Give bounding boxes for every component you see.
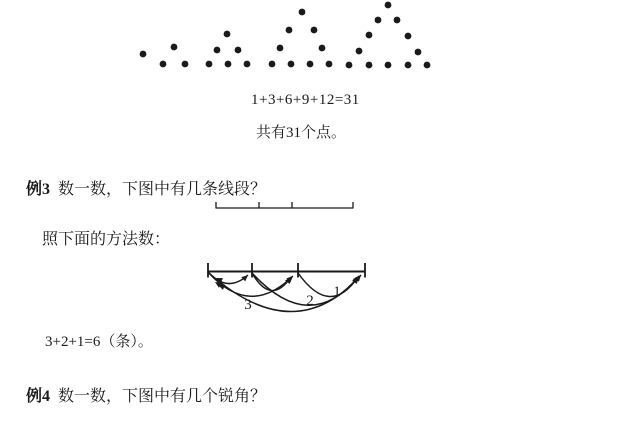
example4-question: 数一数，下图中有几个锐角？ bbox=[58, 388, 267, 405]
dot bbox=[182, 61, 189, 68]
dot bbox=[326, 61, 333, 68]
dots-sum-equation: 1+3+6+9+12=31 bbox=[251, 92, 360, 108]
dot bbox=[225, 61, 232, 68]
example3-question: 数一数，下图中有几条线段？ bbox=[58, 181, 267, 198]
arc-count-label: 1 bbox=[333, 284, 341, 300]
dot bbox=[160, 61, 167, 68]
dot bbox=[356, 48, 363, 55]
arc-count-label: 2 bbox=[306, 293, 314, 309]
dot bbox=[171, 44, 178, 51]
dot bbox=[286, 27, 293, 34]
dot bbox=[394, 17, 401, 24]
dot bbox=[307, 61, 314, 68]
arc-counting-figure bbox=[208, 263, 365, 313]
dot bbox=[385, 2, 392, 9]
example4-line bbox=[10, 370, 266, 424]
dot bbox=[385, 62, 392, 69]
dot bbox=[311, 27, 318, 34]
dots-figure bbox=[140, 2, 431, 69]
dot bbox=[288, 61, 295, 68]
example3-label: 例3 bbox=[26, 181, 51, 198]
dot bbox=[405, 33, 412, 40]
arrowhead-icon bbox=[241, 275, 248, 281]
dot bbox=[140, 51, 147, 58]
dot bbox=[375, 17, 382, 24]
dot bbox=[319, 45, 326, 52]
dot bbox=[366, 32, 373, 39]
segment-count-equation: 3+2+1=6（条）。 bbox=[45, 334, 153, 350]
dot bbox=[224, 31, 231, 38]
counting-arc bbox=[209, 273, 293, 296]
dot bbox=[235, 47, 242, 54]
dot bbox=[277, 45, 284, 52]
dot bbox=[346, 62, 353, 69]
dot bbox=[366, 62, 373, 69]
method-caption: 照下面的方法数： bbox=[42, 231, 171, 248]
dot bbox=[214, 47, 221, 54]
dots-total-caption: 共有31个点。 bbox=[256, 125, 347, 141]
counting-arc bbox=[252, 273, 291, 291]
arc-count-label: 3 bbox=[244, 297, 252, 313]
dot bbox=[244, 61, 251, 68]
dot bbox=[299, 9, 306, 16]
dot bbox=[424, 62, 431, 69]
dot bbox=[415, 49, 422, 56]
dot bbox=[405, 62, 412, 69]
dot bbox=[206, 61, 213, 68]
dot bbox=[269, 61, 276, 68]
example4-label: 例4 bbox=[26, 388, 51, 405]
example3-line bbox=[10, 163, 266, 217]
